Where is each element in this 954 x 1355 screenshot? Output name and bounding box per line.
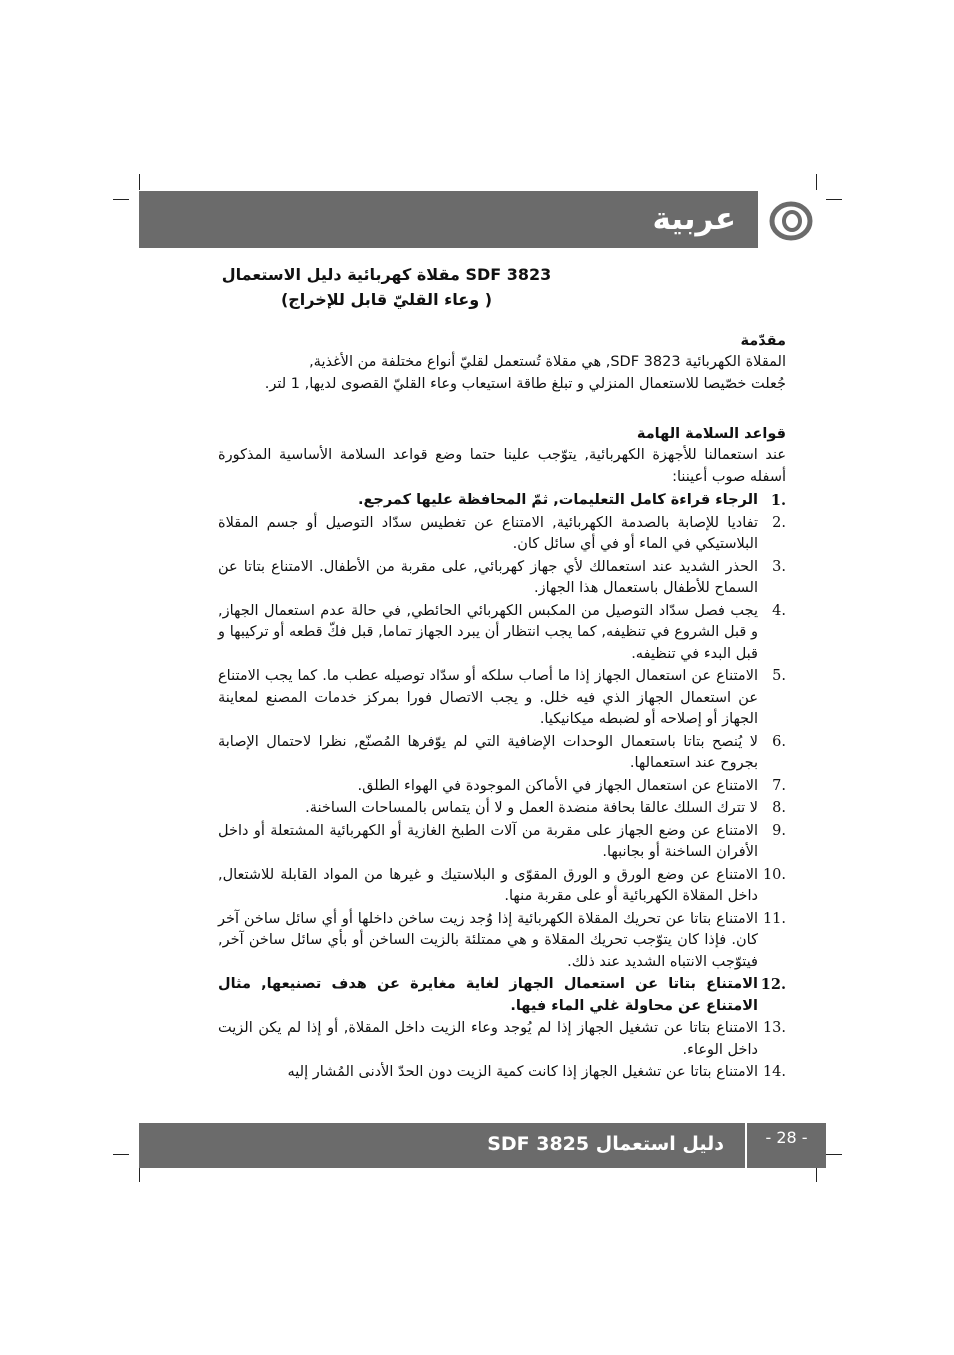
list-item: .2 تفاديا للإصابة بالصدمة الكهربائية, الامتناع عن تغطيس سدّاد التوصيل أو جسم المقلاة البلاستيكي في الماء أو في أي سائل كان. xyxy=(218,514,786,552)
crop-mark xyxy=(139,1166,140,1182)
intro-line-2: جُعلت خصّيصا للاستعمال المنزلي و تبلغ طاقة استيعاب وعاء القليّ القصوى لديها, 1 لتر. xyxy=(264,375,786,392)
list-item: .9 الامتناع عن وضع الجهاز على مقربة من آلات الطبخ الغازية أو الكهربائية المشتعلة أو داخل الأفران الساخنة أو بجانبها. xyxy=(218,822,786,860)
list-item: .13 الامتناع بتاتا عن تشغيل الجهاز إذا لم يُوجد وعاء الزيت داخل المقلاة, أو إذا لم يكن الزيت داخل الوعاء. xyxy=(218,1020,786,1058)
list-item: .7 الامتناع عن استعمال الجهاز في الأماكن الموجودة في الهواء الطلق. xyxy=(357,777,786,794)
language-title: عربية xyxy=(652,201,736,237)
crop-mark xyxy=(826,1154,842,1155)
footer-title: دليل استعمال SDF 3825 xyxy=(487,1133,724,1155)
list-item: .14 الامتناع بتاتا عن تشغيل الجهاز إذا كانت كمية الزيت دون الحدّ الأدنى المُشار إليه xyxy=(287,1064,786,1080)
safety-paragraph: عند استعمالنا للأجهزة الكهربائية, يتوّجب علينا حتما وضع قواعد السلامة الأساسية المذكورة أسفله صوب أعيننا: xyxy=(218,447,786,485)
main-content xyxy=(218,330,786,1085)
list-item: .5 الامتناع عن استعمال الجهاز إذا ما أصاب سلكه أو سدّاد توصيله عطب ما. كما يجب الامتناع عن استعمال الجهاز الذي فيه خلل. و يجب الاتصال فورا بمركز خدمات المصنع لمعاينة الجهاز أو إصلاحه أو لضبطه ميكانيكيا. xyxy=(218,668,786,727)
list-item: .3 الحذر الشديد عند استعمالك لأي جهاز كهربائي, على مقربة من الأطفال. الامتناع بتاتا عن السماح للأطفال باستعمال هذا الجهاز. xyxy=(218,558,786,596)
intro-heading: مقدّمة xyxy=(740,333,786,349)
document-title xyxy=(139,262,634,312)
list-item: .12 الامتناع بتاتا عن استعمال الجهاز لغاية مغايرة عن هدف تصنيعها, مثال الامتناع عن محاولة غلي الماء فيها. xyxy=(218,976,786,1014)
brand-logo xyxy=(758,191,826,248)
list-item: .11 الامتناع بتاتا عن تحريك المقلاة الكهربائية إذا وُجد زيت ساخن داخلها أو أي سائل ساخن آخر كان. فإذا كان يتوّجب تحريك المقلاة و هي ممتلئة بالزيت الساخن أو بأي سائل ساخن آخر, فيتوّجب الانتباه الشديد عند ذلك. xyxy=(218,910,786,970)
crop-mark xyxy=(826,199,842,200)
footer-band xyxy=(139,1123,746,1168)
crop-mark xyxy=(816,1166,817,1182)
intro-line-1: المقلاة الكهربائية SDF 3823, هي مقلاة تُستعمل لقليّ أنواع مختلفة من الأغذية, xyxy=(309,354,786,370)
logo-icon xyxy=(768,201,814,241)
list-item: .1 الرجاء قراءة كامل التعليمات, ثمّ المحافظة عليها كمرجع. xyxy=(358,492,786,509)
list-item: .6 لا يُنصح بتاتا باستعمال الوحدات الإضافية التي لم يوّفرها المُصنّع, نظرا لاحتمال الإصابة بجروح عند استعمالها. xyxy=(218,733,786,771)
list-item: .8 لا تترك السلك عالقا بحافة منضدة العمل و لا أن يتماس بالمساحات الساخنة. xyxy=(305,800,786,816)
crop-mark xyxy=(113,199,129,200)
crop-mark xyxy=(816,174,817,190)
safety-heading: قواعد السلامة الهامة xyxy=(636,426,786,442)
page-number: - 28 - xyxy=(747,1123,826,1168)
crop-mark xyxy=(139,174,140,190)
header-band xyxy=(139,191,758,248)
title-line-2: ( وعاء القليّ قابل للإخراج) xyxy=(280,290,493,309)
list-item: .10 الامتناع عن وضع الورق و الورق المقوّى و البلاستيك و غيرها من المواد القابلة للاشتعال, داخل المقلاة الكهربائية أو على مقربة منها. xyxy=(218,866,786,904)
crop-mark xyxy=(113,1154,129,1155)
title-line-1: SDF 3823 مقلاة كهربائية دليل الاستعمال xyxy=(221,265,552,284)
safety-list xyxy=(218,490,786,1084)
list-item: .4 يجب فصل سدّاد التوصيل من المكبس الكهربائي الحائطي, في حالة عدم استعمال الجهاز, و قبل الشروع في تنظيفه, كما يجب انتظار أن يبرد الجهاز تماما, قبل فكّ قطعه أو تركيبها و قبل البدء في تنظيفه. xyxy=(218,602,786,662)
